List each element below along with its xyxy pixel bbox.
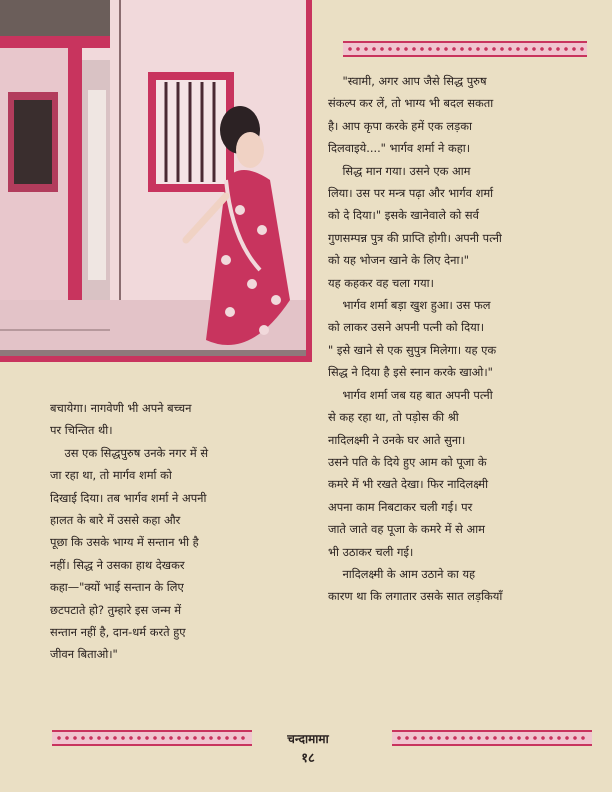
right-line: "स्वामी, अगर आप जैसे सिद्ध पुरुष — [328, 74, 487, 88]
right-line: भार्गव शर्मा बड़ा खुश हुआ। उस फल — [328, 298, 491, 313]
left-line: सन्तान नहीं है, दान-धर्म करते हुए — [50, 625, 186, 640]
right-line: कमरे में भी रखते देखा। फिर नादिलक्ष्मी — [328, 477, 489, 492]
illustration — [0, 0, 312, 362]
magazine-title: चन्दामामा — [287, 732, 329, 746]
left-line: जीवन बिताओ।" — [50, 647, 118, 662]
left-line: दिखाई दिया। तब भार्गव शर्मा ने अपनी — [50, 490, 207, 505]
right-line: अपना काम निबटाकर चली गई। पर — [328, 499, 473, 514]
right-line: संकल्प कर लें, तो भाग्य भी बदल सकता — [328, 96, 494, 111]
left-line: उस एक सिद्धपुरुष उनके नगर में से — [50, 445, 209, 460]
left-line: नहीं। सिद्ध ने उसका हाथ देखकर — [50, 557, 185, 572]
right-line: को यह भोजन खाने के लिए देना।" — [328, 253, 469, 268]
left-line: छटपटाते हो? तुम्हारे इस जन्म में — [50, 602, 182, 617]
right-line: भी उठाकर चली गई। — [328, 544, 414, 559]
right-line: जाते जाते वह पूजा के कमरे में से आम — [328, 522, 485, 537]
right-line: उसने पति के दिये हुए आम को पूजा के — [328, 454, 487, 469]
right-line: सिद्ध मान गया। उसने एक आम — [328, 163, 471, 178]
left-line: पर चिन्तित थी। — [50, 423, 113, 438]
woman-at-doorway-illustration — [0, 0, 306, 356]
top-right-border — [343, 41, 587, 57]
right-line: यह कहकर वह चला गया। — [328, 275, 434, 290]
right-line: भार्गव शर्मा जब यह बात अपनी पत्नी — [328, 387, 493, 402]
footer-border-right — [392, 730, 592, 746]
right-line: सिद्ध ने दिया है इसे स्नान करके खाओ।" — [328, 365, 493, 380]
right-line: " इसे खाने से एक सुपुत्र मिलेगा। यह एक — [328, 342, 497, 357]
left-line: बचायेगा। नागवेणी भी अपने बच्चन — [50, 401, 192, 415]
left-line: जा रहा था, तो मार्गव शर्मा को — [50, 468, 172, 483]
right-line: गुणसम्पन्न पुत्र की प्राप्ति होगी। अपनी पत्नी — [328, 230, 502, 245]
page-number: १८ — [301, 751, 315, 766]
right-column — [328, 70, 598, 608]
left-line: कहा—"क्यों भाई सन्तान के लिए — [50, 580, 184, 595]
right-line: से कह रहा था, तो पड़ोस की श्री — [328, 410, 459, 425]
right-line: नादिलक्ष्मी के आम उठाने का यह — [328, 566, 476, 581]
left-line: हालत के बारे में उससे कहा और — [50, 513, 181, 528]
right-line: नादिलक्ष्मी ने उनके घर आते सुना। — [328, 432, 466, 447]
right-line: दिलवाइये...." भार्गव शर्मा ने कहा। — [328, 141, 471, 156]
right-line: को दे दिया।" इसके खानेवाले को सर्व — [328, 208, 479, 223]
right-line: लिया। उस पर मन्त्र पढ़ा और भार्गव शर्मा — [328, 186, 494, 201]
left-line: पूछा कि उसके भाग्य में सन्तान भी है — [50, 535, 199, 550]
left-column — [50, 397, 312, 666]
right-line: कारण था कि लगातार उसके सात लड़कियाँ — [328, 589, 503, 604]
right-line: को लाकर उसने अपनी पत्नी को दिया। — [328, 320, 485, 335]
right-line: है। आप कृपा करके हमें एक लड़का — [328, 118, 472, 133]
footer-border-left — [52, 730, 252, 746]
